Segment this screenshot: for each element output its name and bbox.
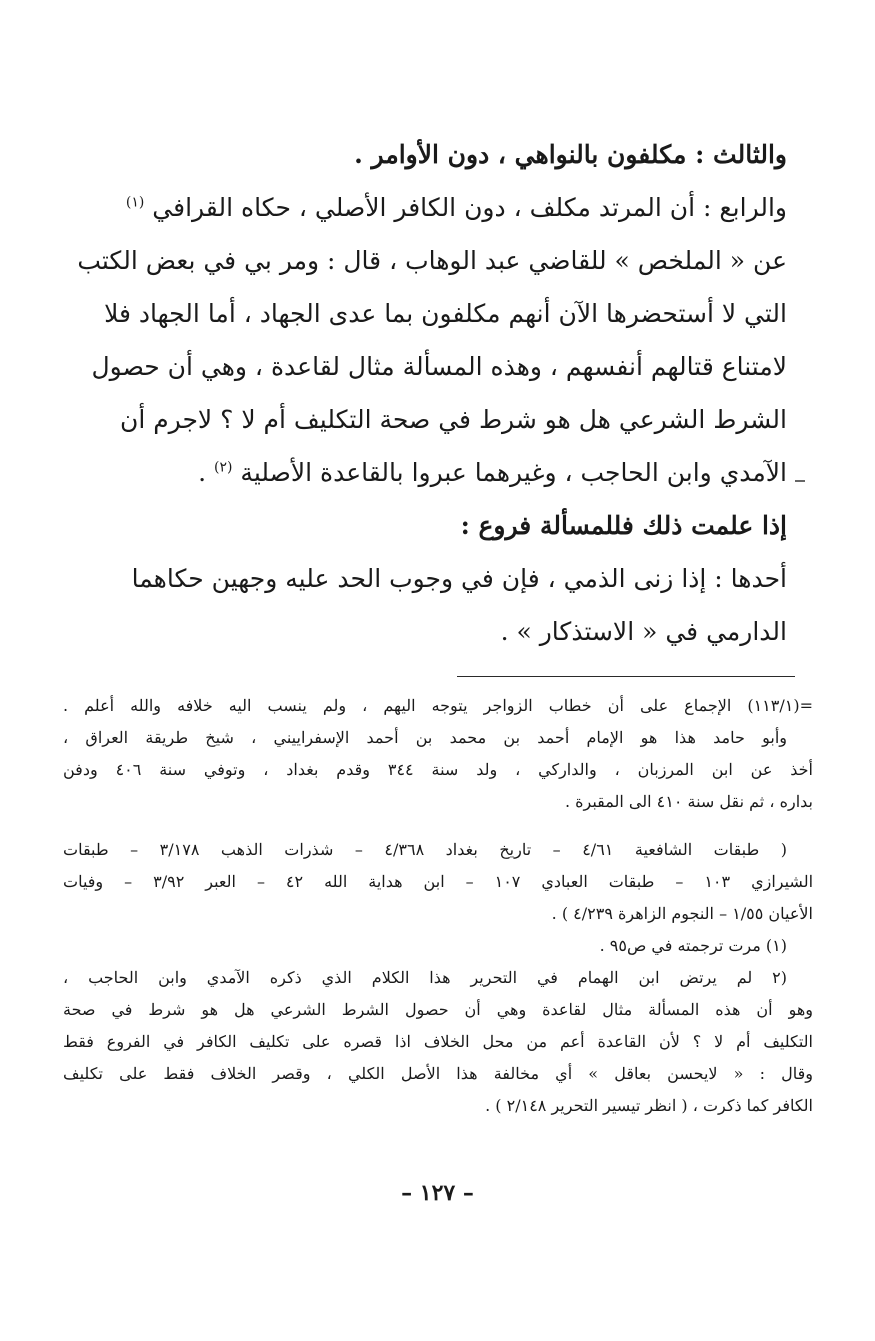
footnote-continued-line-3: أخذ عن ابن المرزبان ، والداركي ، ولد سنة ٣٤٤ وقدم بغداد ، وتوفي سنة ٤٠٦ ودفن — [63, 760, 813, 779]
branch-one-line-1: أحدها : إذا زنى الذمي ، فإن في وجوب الحد عليه وجهين حكاهما — [131, 564, 787, 593]
footnote-continued-line-2: وأبو حامد هذا هو الإمام أحمد بن محمد بن أحمد الإسفراييني ، شيخ طريقة العراق ، — [63, 728, 787, 747]
footnote-sources-line-2: الشيرازي ١٠٣ – طبقات العبادي ١٠٧ – ابن هداية الله ٤٢ – العبر ٣/٩٢ – وفيات — [63, 872, 814, 891]
footnotes — [63, 690, 813, 1122]
footnote-2-line-3: التكليف أم لا ؟ لأن القاعدة أعم من محل الخلاف اذا قصره على تكليف الكافر في الفروع فقط — [63, 1032, 813, 1051]
main-text — [77, 128, 787, 658]
paragraph-third-opinion: والثالث : مكلفون بالنواهي ، دون الأوامر . — [354, 140, 787, 169]
footnote-2-line-2: وهو أن هذه المسألة مثال لقاعدة وهي أن حصول الشرط الشرعي هل هو شرط في صحة — [63, 1000, 813, 1019]
footnote-continued-line-4: بداره ، ثم نقل سنة ٤١٠ الى المقبرة . — [564, 792, 813, 811]
paragraph-fourth-opinion-line-1: والرابع : أن المرتد مكلف ، دون الكافر الأصلي ، حكاه القرافي $^{(١)}$ — [125, 193, 787, 222]
branch-one-line-2: الدارمي في « الاستذكار » . — [500, 617, 787, 646]
paragraph-fourth-opinion-line-4: لامتناع قتالهم أنفسهم ، وهذه المسألة مثال لقاعدة ، وهي أن حصول — [91, 352, 787, 381]
paragraph-fourth-opinion-line-5: الشرط الشرعي هل هو شرط في صحة التكليف أم لا ؟ لاجرم أن — [119, 405, 787, 434]
footnote-sources-line-3: الأعيان ١/٥٥ – النجوم الزاهرة ٤/٢٣٩ ) . — [551, 904, 813, 923]
footnote-2-line-1: (٢ لم يرتض ابن الهمام في التحرير هذا الكلام الذي ذكره الآمدي وابن الحاجب ، — [63, 968, 787, 987]
paragraph-fourth-opinion-line-3: التي لا أستحضرها الآن أنهم مكلفون بما عدى الجهاد ، أما الجهاد فلا — [104, 299, 787, 328]
footnote-sources-line-1: ( طبقات الشافعية ٤/٦١ – تاريخ بغداد ٤/٣٦٨ – شذرات الذهب ٣/١٧٨ – طبقات — [63, 840, 788, 859]
footnote-1: (١) مرت ترجمته في ص٩٥ . — [599, 936, 787, 955]
page-number: – ١٢٧ – — [401, 1180, 474, 1206]
footnote-ref-1[interactable]: (١) — [125, 194, 145, 211]
footnote-divider — [457, 676, 795, 677]
section-heading-branches: إذا علمت ذلك فللمسألة فروع : — [460, 511, 787, 540]
footnote-2-line-4: وقال : « لايحسن بعاقل » أي مخالفة هذا الأصل الكلي ، وقصر الخلاف فقط على تكليف — [63, 1064, 813, 1083]
footnote-continued-line-1: =(١١٣/١) الإجماع على أن خطاب الزواجر يتوجه اليهم ، ولم ينسب اليه خلافه والله أعلم . — [63, 696, 813, 715]
paragraph-fourth-opinion-line-2: عن « الملخص » للقاضي عبد الوهاب ، قال : ومر بي في بعض الكتب — [77, 246, 787, 275]
margin-mark — [795, 480, 805, 482]
footnote-2-line-5: الكافر كما ذكرت ، ( انظر تيسير التحرير ٢/١٤٨ ) . — [485, 1096, 813, 1115]
footnote-ref-2[interactable]: (٢) — [214, 459, 233, 476]
paragraph-fourth-opinion-line-6: الآمدي وابن الحاجب ، وغيرهما عبروا بالقاعدة الأصلية $^{(٢)}$ . — [198, 458, 787, 487]
